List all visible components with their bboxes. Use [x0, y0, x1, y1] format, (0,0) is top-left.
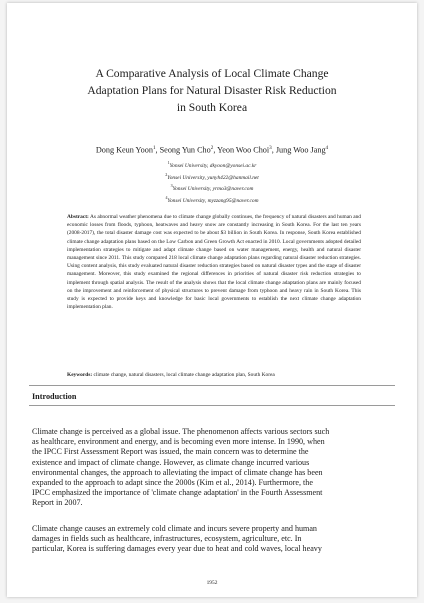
paragraph-line: Climate change causes an extremely cold climate and incurs severe property and human [32, 524, 317, 533]
author-separator: , [271, 145, 276, 155]
author-separator: , [213, 145, 218, 155]
paragraph-line: damages in fields such as healthcare, infrastructures, ecosystem, agriculture, etc. In [32, 534, 302, 544]
author-name: Jung Woo Jang [275, 145, 326, 155]
paragraph-line: IPCC emphasized the importance of 'climate change adaptation' in the Fourth Assessment [32, 488, 323, 498]
paragraph-line: the IPCC First Assessment Report was issued, the main concern was to determine the [32, 447, 309, 457]
title-line: in South Korea [176, 101, 248, 114]
affiliation-list [67, 159, 357, 205]
affiliation [67, 171, 357, 183]
keywords-label: Keywords: [67, 372, 93, 378]
affiliation [67, 159, 357, 171]
paper-page [7, 3, 417, 597]
abstract-label: Abstract: [67, 214, 89, 220]
affiliation-mark: 4 [165, 194, 168, 200]
author-affiliation-mark: 2 [210, 145, 214, 151]
affiliation-text: Yonsei University, myzzang95@naver.com [167, 197, 259, 204]
section-divider-bottom [29, 405, 395, 406]
keywords-text: climate change, natural disasters, local climate change adaptation plan, South Korea [93, 372, 275, 378]
author-separator: , [155, 145, 160, 155]
author-affiliation-mark: 1 [152, 145, 156, 151]
author-list [27, 145, 397, 155]
affiliation-text: Yonsei University, yunyh422@hanmail.net [167, 174, 259, 181]
affiliation [67, 194, 357, 206]
affiliation-text: Yonsei University, yrmo3@naver.com [172, 185, 254, 192]
author-affiliation-mark: 3 [269, 145, 272, 151]
affiliation-mark: 3 [170, 183, 173, 189]
affiliation [67, 182, 357, 194]
keywords [67, 372, 367, 378]
author-affiliation-mark: 4 [325, 145, 329, 151]
author-name: Seong Yun Cho [159, 145, 211, 155]
author-name: Yeon Woo Choi [217, 145, 270, 155]
affiliation-text: Yonsei University, dkyoon@yonsei.ac.kr [169, 162, 257, 169]
paragraph-line: Report in 2007. [32, 498, 83, 508]
paragraph-line: environmental changes, the approach to alleviating the impact of climate change has been [32, 467, 323, 477]
section-heading: Introduction [32, 392, 77, 401]
title-line: A Comparative Analysis of Local Climate Change [95, 67, 329, 80]
intro-paragraph-1 [32, 427, 402, 509]
page-number: 1952 [206, 580, 218, 586]
paragraph-line: expanded to the approach to adapt since the 2000s (Kim et al., 2014). Furthermore, the [32, 478, 313, 488]
intro-paragraph-2 [32, 524, 402, 555]
section-divider-top [29, 385, 395, 386]
affiliation-mark: 1 [167, 160, 170, 165]
paper-title [47, 65, 377, 116]
abstract-text: As abnormal weather phenomena due to climate change globally continues, the frequency of natural disasters and human and economic losses from floods, typhoon, heatwaves and heavy snow are constantly increasing in South Korea. For the last ten years (2008-2017), the total disaster damage cost was expected to be about $3 billion in South Korea. In response, South Korea established climate change adaptation plans based on the Low Carbon and Green Growth Act enacted in 2010. Local governments adopted detailed implementation strategies to mitigate and adapt climate change based on water management, energy, health and natural disaster management since 2011. This study compared 218 local climate change adaptation plans regarding natural disaster reduction strategies. Using content analysis, this study evaluated natural disaster reduction strategies based on natural disaster types and the stage of disaster management. Moreover, this study examined the regional differences in priorities of natural disaster risk reduction strategies to implement through spatial analysis. The result of the analysis shows that the local climate change adaptation plans are mainly focused on the improvement and reinforcement of physical structures to prevent damage from typhoon and heavy rain in South Korea. This study is expected to provide keys and knowledge for basic local governments to establish the next climate change adaptation implementation plan. [67, 214, 361, 311]
author-name: Dong Keun Yoon [95, 145, 153, 155]
abstract [67, 213, 361, 311]
affiliation-mark: 2 [165, 171, 168, 177]
paragraph-line: Climate change is perceived as a global issue. The phenomenon affects various sectors such [32, 427, 330, 436]
title-line: Adaptation Plans for Natural Disaster Risk Reduction [87, 84, 337, 97]
paragraph-line: particular, Korea is suffering damages every year due to heat and cold waves, local heavy [32, 544, 322, 554]
paragraph-line: existence and impact of climate change. However, as climate change incurred various [32, 457, 310, 467]
paragraph-line: as healthcare, environment and energy, and is becoming even more intense. In 1990, when [32, 437, 325, 447]
